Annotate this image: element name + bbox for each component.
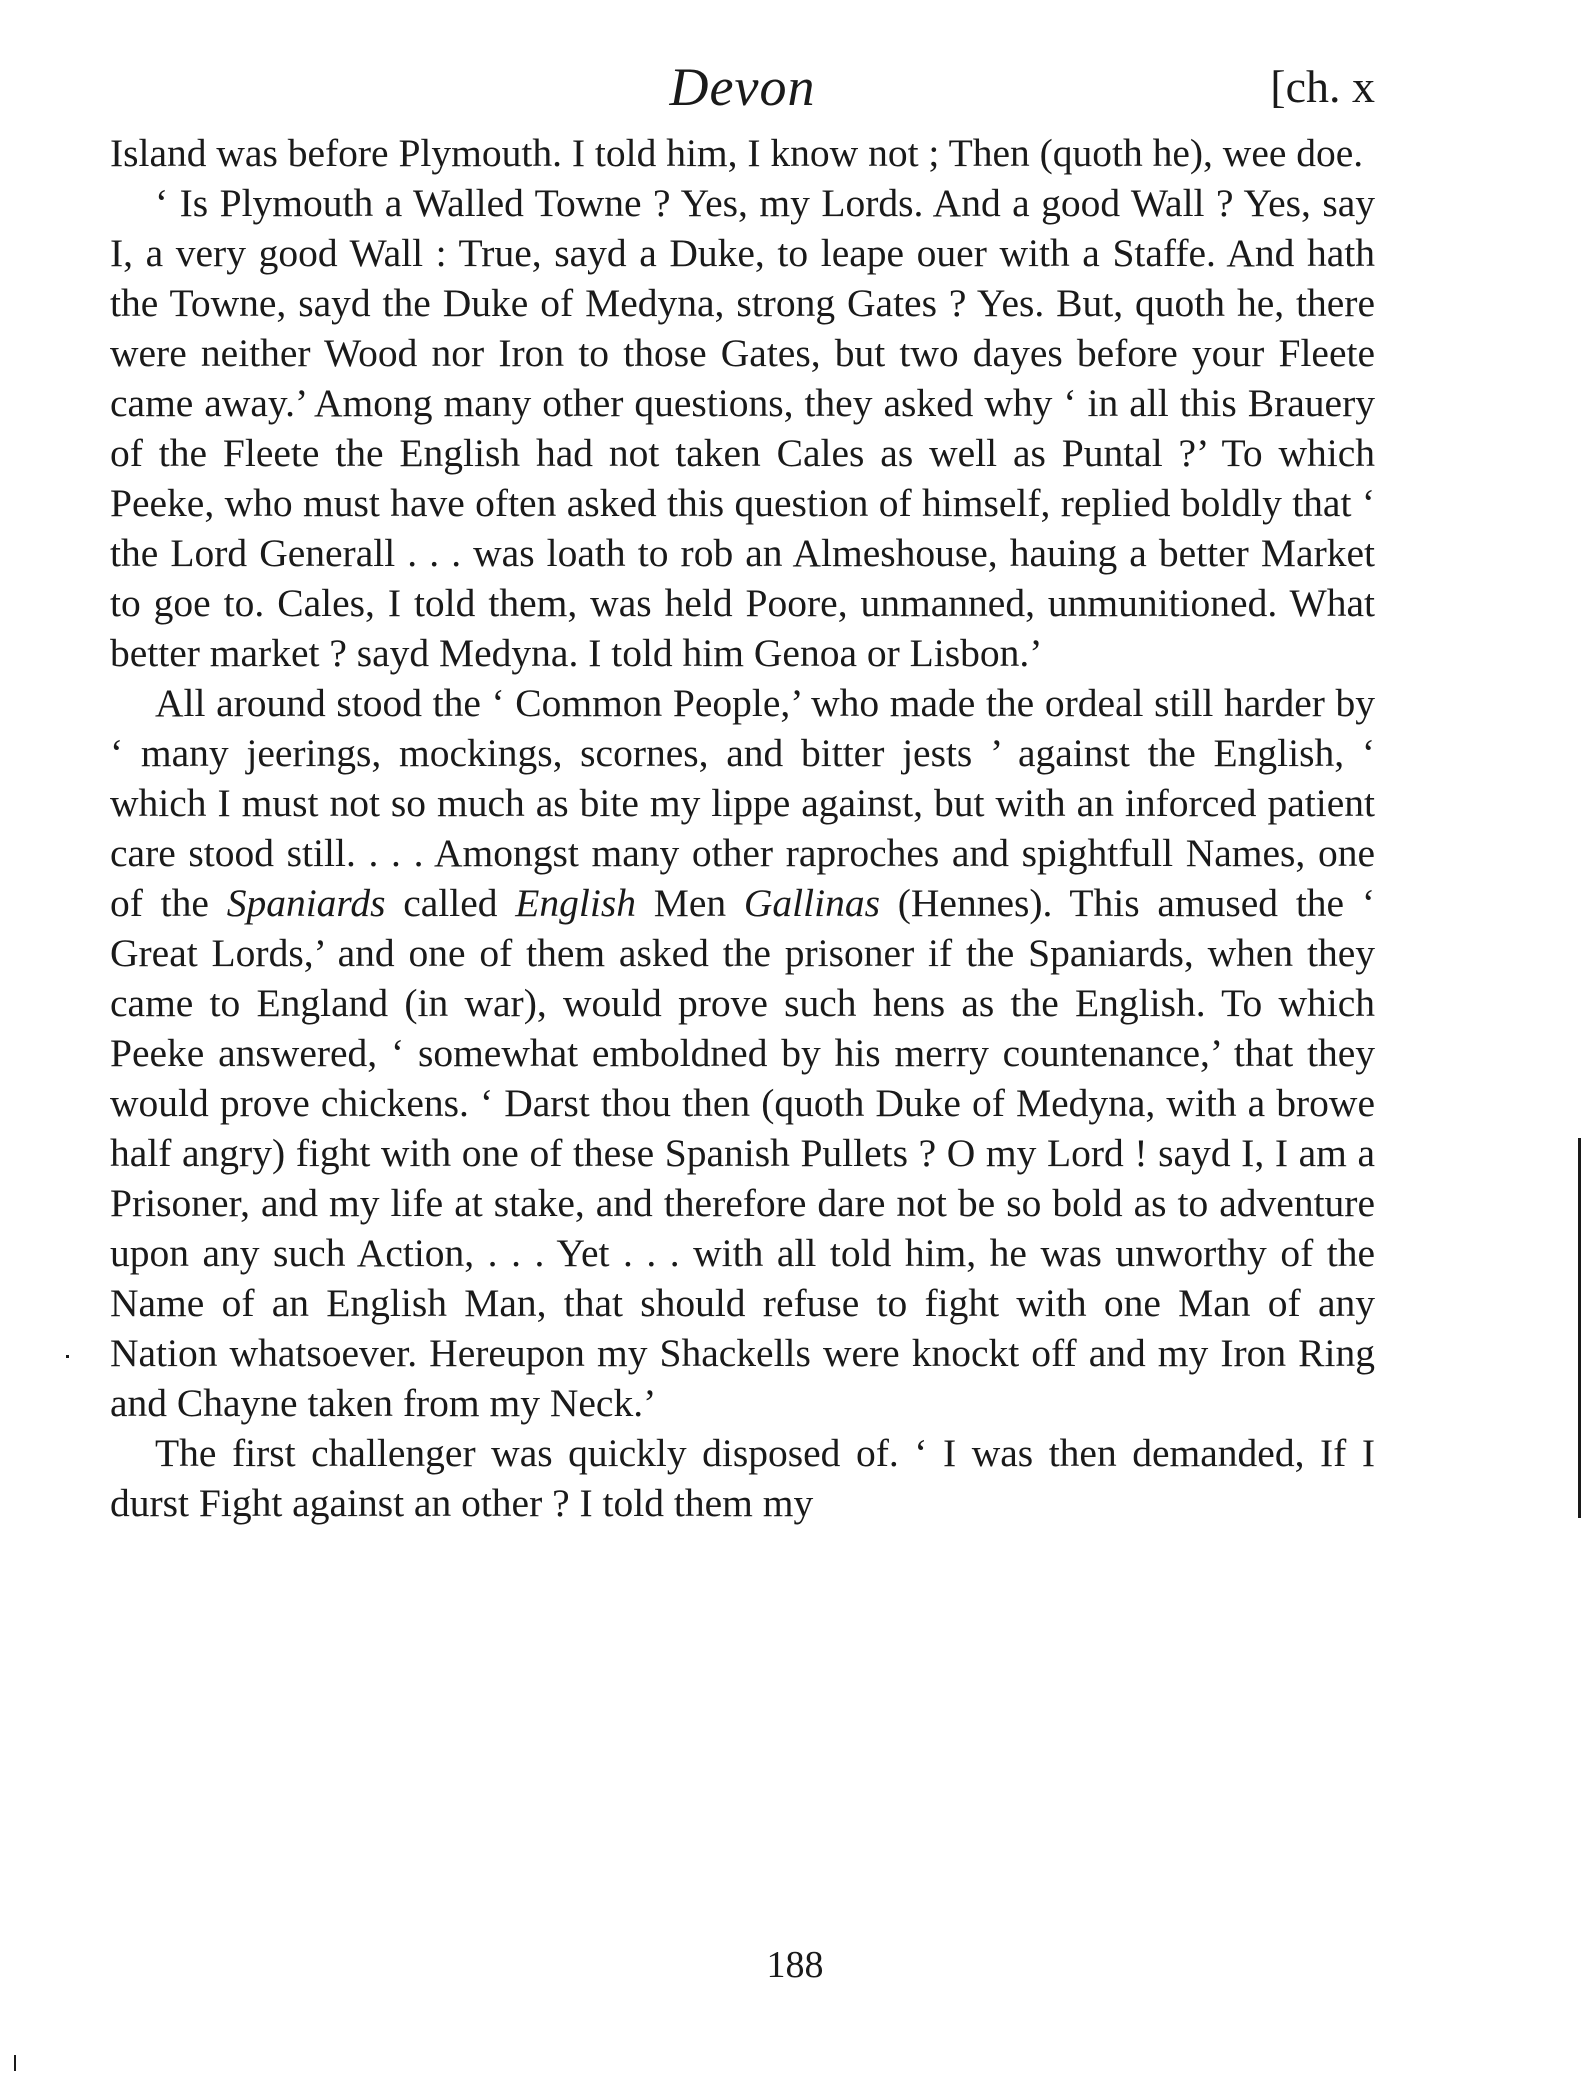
italic-run: Gallinas	[743, 881, 880, 925]
italic-run: Spaniards	[226, 881, 386, 925]
paragraph-1	[110, 128, 1375, 178]
page-number: 188	[766, 1944, 824, 1986]
scan-margin-dot	[66, 1355, 69, 1358]
chapter-marker: [ch. x	[1270, 61, 1375, 112]
running-header	[110, 52, 1375, 122]
scan-margin-line	[1578, 1138, 1581, 1518]
body-text	[110, 128, 1375, 1528]
text-run: (Hennes). This amused the ‘ Great Lords,’ and one of them asked the prisoner if the Spaniards, when they came to England (in war), would prove such hens as the English. To which Peeke answered, ‘ somewhat emboldned by his merry countenance,’ that they would prove chickens. ‘ Darst thou then (quoth Duke of Medyna, with a browe half angry) fight with one of these Spanish Pullets ? O my Lord ! sayd I, I am a Prisoner, and my life at stake, and therefore dare not be so bold as to adventure upon any such Action, . . . Yet . . . with all told him, he was unworthy of the Name of an English Man, that should refuse to fight with one Man of any Nation whatsoever. Hereupon my Shackells were knockt off and my Iron Ring and Chayne taken from my Neck.’	[110, 881, 1375, 1425]
italic-run: English	[515, 881, 636, 925]
paragraph-2	[110, 178, 1375, 678]
text-run: called	[385, 881, 516, 925]
text-run: ‘ Is Plymouth a Walled Towne ? Yes, my Lords. And a good Wall ? Yes, say I, a very good Wall : True, sayd a Duke, to leape ouer with a Staffe. And hath the Towne, sayd the Duke of Medyna, strong Gates ? Yes. But, quoth he, there were neither Wood nor Iron to those Gates, but two dayes before your Fleete came away.’ Among many other questions, they asked why ‘ in all this Brauery of the Fleete the English had not taken Cales as well as Puntal ?’ To which Peeke, who must have often asked this question of himself, replied boldly that ‘ the Lord Generall . . . was loath to rob an Almeshouse, hauing a better Market to goe to. Cales, I told them, was held Poore, unmanned, unmunitioned. What better market ? sayd Medyna. I told him Genoa or Lisbon.’	[110, 181, 1375, 675]
running-title: Devon	[669, 57, 816, 117]
text-run: The first challenger was quickly disposed of. ‘ I was then demanded, If I durst Fight against an other ? I told them my	[110, 1431, 1375, 1525]
paragraph-3	[110, 678, 1375, 1428]
text-run: Island was before Plymouth. I told him, I know not ; Then (quoth he), wee doe.	[110, 131, 1364, 175]
scan-corner-tick	[14, 2055, 16, 2071]
text-run: Men	[635, 881, 744, 925]
paragraph-4	[110, 1428, 1375, 1528]
text-run: All around stood the ‘ Common People,’ who made the ordeal still harder by ‘ many jeerings, mockings, scornes, and bitter jests ’ against the English, ‘ which I must not so much as bite my lippe against, but with an inforced patient care stood still. . . . Amongst many other raproches and spightfull Names, one of the	[110, 681, 1375, 925]
